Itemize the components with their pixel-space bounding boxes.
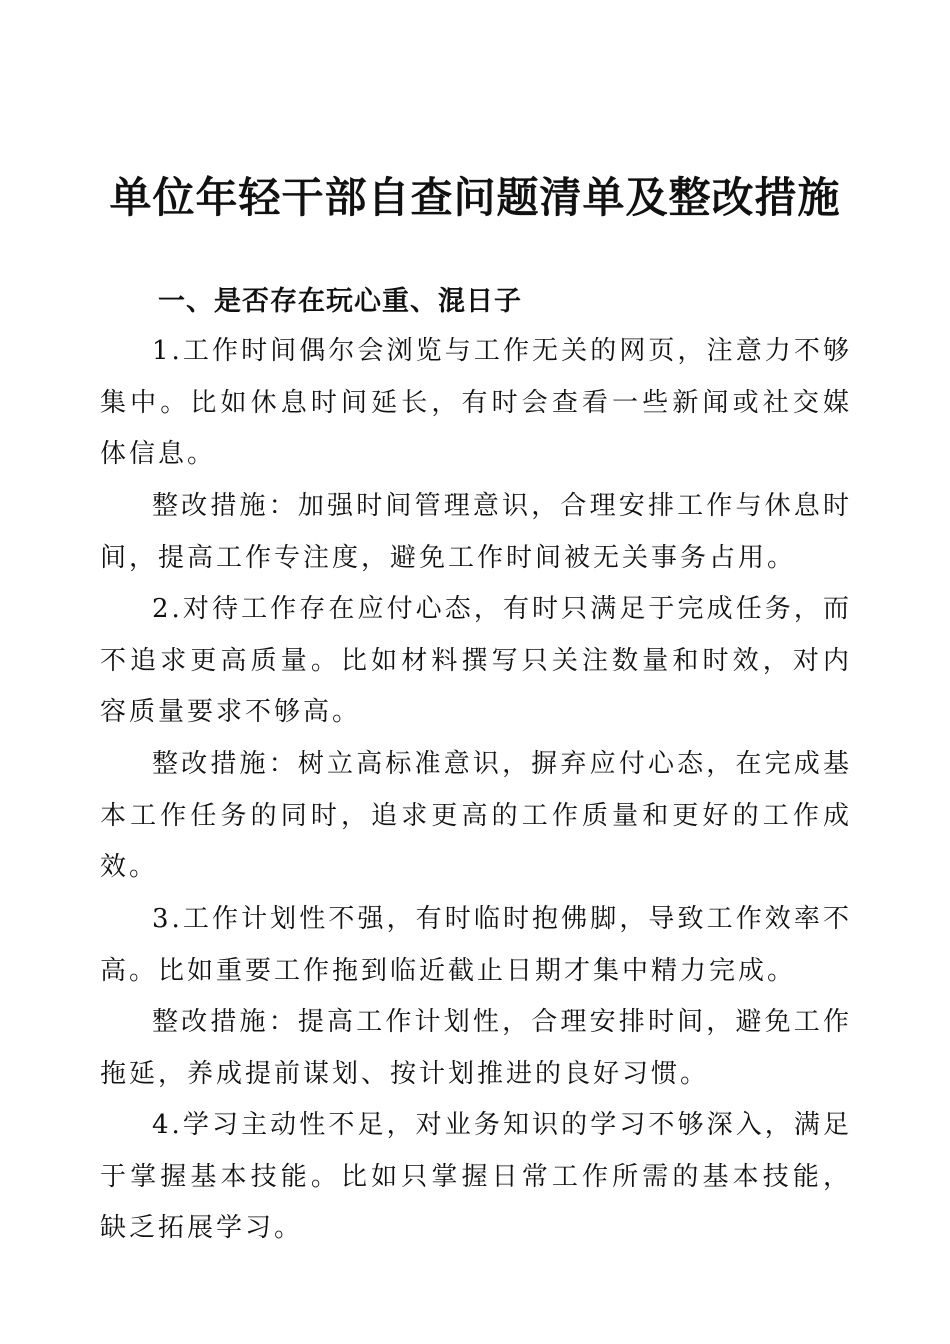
rectification-paragraph-1: 整改措施：加强时间管理意识，合理安排工作与休息时间，提高工作专注度，避免工作时间被无关事务占用。 — [100, 491, 852, 573]
section-heading: 一、是否存在玩心重、混日子 — [158, 286, 522, 317]
issue-paragraph-2: 2.对待工作存在应付心态，有时只满足于完成任务，而不追求更高质量。比如材料撰写只关注数量和时效，对内容质量要求不够高。 — [100, 594, 852, 727]
document-title: 单位年轻干部自查问题清单及整改措施 — [109, 173, 841, 222]
issue-paragraph-4: 4.学习主动性不足，对业务知识的学习不够深入，满足于掌握基本技能。比如只掌握日常工作所需的基本技能，缺乏拓展学习。 — [100, 1110, 852, 1243]
rectification-paragraph-3: 整改措施：提高工作计划性，合理安排时间，避免工作拖延，养成提前谋划、按计划推进的良好习惯。 — [100, 1007, 852, 1089]
rectification-paragraph-2: 整改措施：树立高标准意识，摒弃应付心态，在完成基本工作任务的同时，追求更高的工作质量和更好的工作成效。 — [100, 749, 852, 882]
issue-paragraph-1: 1.工作时间偶尔会浏览与工作无关的网页，注意力不够集中。比如休息时间延长，有时会查看一些新闻或社交媒体信息。 — [100, 336, 852, 469]
issue-paragraph-3: 3.工作计划性不强，有时临时抱佛脚，导致工作效率不高。比如重要工作拖到临近截止日期才集中精力完成。 — [100, 904, 852, 986]
